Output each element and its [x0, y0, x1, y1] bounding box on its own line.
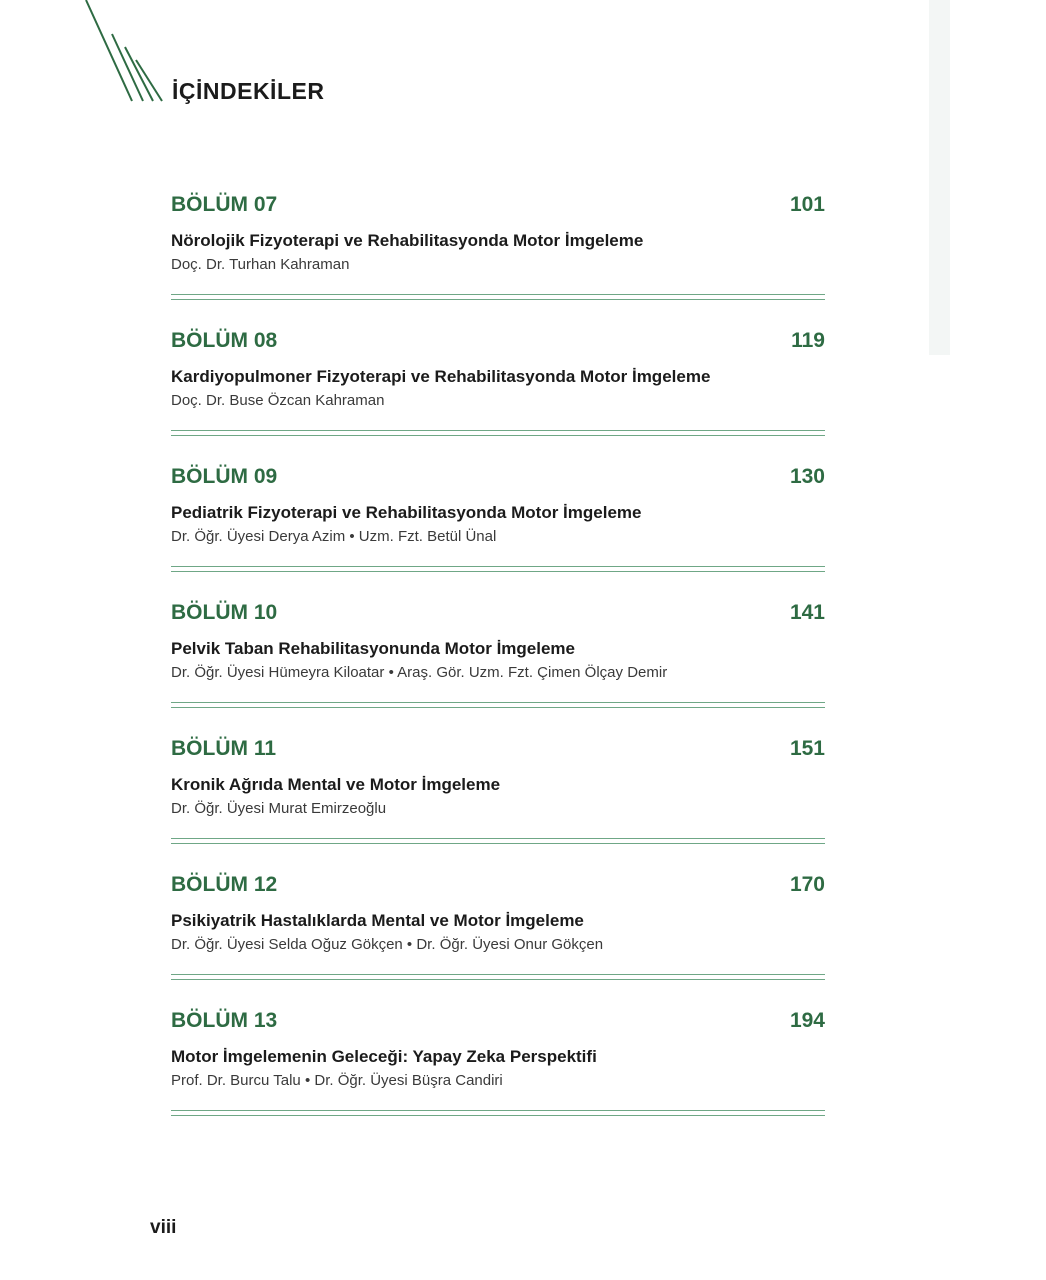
- chapter-title: Motor İmgelemenin Geleceği: Yapay Zeka Perspektifi: [171, 1047, 597, 1066]
- chapter-page-number: 141: [789, 601, 825, 624]
- table-of-contents: [171, 190, 825, 1142]
- chapter-heading-row: [171, 870, 825, 900]
- chapter-label: BÖLÜM 09: [171, 465, 278, 488]
- chapter-label: BÖLÜM 10: [171, 601, 278, 624]
- chapter-title: Pediatrik Fizyoterapi ve Rehabilitasyonda Motor İmgeleme: [171, 503, 642, 522]
- entry-divider: [171, 566, 825, 572]
- entry-divider: [171, 430, 825, 436]
- chapter-title: Pelvik Taban Rehabilitasyonunda Motor İmgeleme: [171, 639, 575, 658]
- chapter-label: BÖLÜM 08: [171, 329, 278, 352]
- toc-entry-chapter-12[interactable]: [171, 870, 825, 1006]
- chapter-title: Psikiyatrik Hastalıklarda Mental ve Motor İmgeleme: [171, 911, 584, 930]
- chapter-title: Nörolojik Fizyoterapi ve Rehabilitasyonda Motor İmgeleme: [171, 231, 644, 250]
- entry-divider: [171, 702, 825, 708]
- chapter-page-number: 101: [789, 193, 825, 216]
- entry-divider: [171, 294, 825, 300]
- page-folio: viii: [150, 1217, 177, 1238]
- chapter-heading-row: [171, 598, 825, 628]
- page-title: İÇİNDEKİLER: [172, 78, 325, 104]
- chapter-authors: Prof. Dr. Burcu Talu • Dr. Öğr. Üyesi Büşra Candiri: [171, 1072, 503, 1089]
- chapter-page-number: 130: [789, 465, 825, 488]
- chapter-authors: Dr. Öğr. Üyesi Hümeyra Kiloatar • Araş. Gör. Uzm. Fzt. Çimen Ölçay Demir: [171, 664, 668, 681]
- chapter-title: Kardiyopulmoner Fizyoterapi ve Rehabilitasyonda Motor İmgeleme: [171, 367, 711, 386]
- chapter-heading-row: [171, 1006, 825, 1036]
- entry-divider: [171, 974, 825, 980]
- toc-entry-chapter-11[interactable]: [171, 734, 825, 870]
- chapter-label: BÖLÜM 11: [171, 737, 277, 760]
- corner-lines-decoration: [0, 0, 200, 140]
- chapter-page-number: 194: [789, 1009, 825, 1032]
- entry-divider: [171, 1110, 825, 1116]
- chapter-heading-row: [171, 734, 825, 764]
- chapter-authors: Dr. Öğr. Üyesi Murat Emirzeoğlu: [171, 800, 387, 817]
- chapter-page-number: 119: [791, 329, 825, 352]
- toc-entry-chapter-10[interactable]: [171, 598, 825, 734]
- chapter-page-number: 170: [789, 873, 825, 896]
- chapter-label: BÖLÜM 12: [171, 873, 278, 896]
- side-strip-decoration: [929, 0, 950, 355]
- entry-divider: [171, 838, 825, 844]
- chapter-heading-row: [171, 462, 825, 492]
- toc-entry-chapter-09[interactable]: [171, 462, 825, 598]
- chapter-heading-row: [171, 326, 825, 356]
- chapter-authors: Doç. Dr. Turhan Kahraman: [171, 256, 350, 273]
- chapter-page-number: 151: [789, 737, 825, 760]
- chapter-authors: Doç. Dr. Buse Özcan Kahraman: [171, 392, 385, 409]
- chapter-authors: Dr. Öğr. Üyesi Selda Oğuz Gökçen • Dr. Öğr. Üyesi Onur Gökçen: [171, 936, 604, 953]
- chapter-label: BÖLÜM 07: [171, 193, 278, 216]
- chapter-heading-row: [171, 190, 825, 220]
- chapter-label: BÖLÜM 13: [171, 1009, 278, 1032]
- toc-entry-chapter-13[interactable]: [171, 1006, 825, 1142]
- toc-entry-chapter-08[interactable]: [171, 326, 825, 462]
- chapter-title: Kronik Ağrıda Mental ve Motor İmgeleme: [171, 775, 501, 794]
- chapter-authors: Dr. Öğr. Üyesi Derya Azim • Uzm. Fzt. Betül Ünal: [171, 528, 497, 545]
- toc-entry-chapter-07[interactable]: [171, 190, 825, 326]
